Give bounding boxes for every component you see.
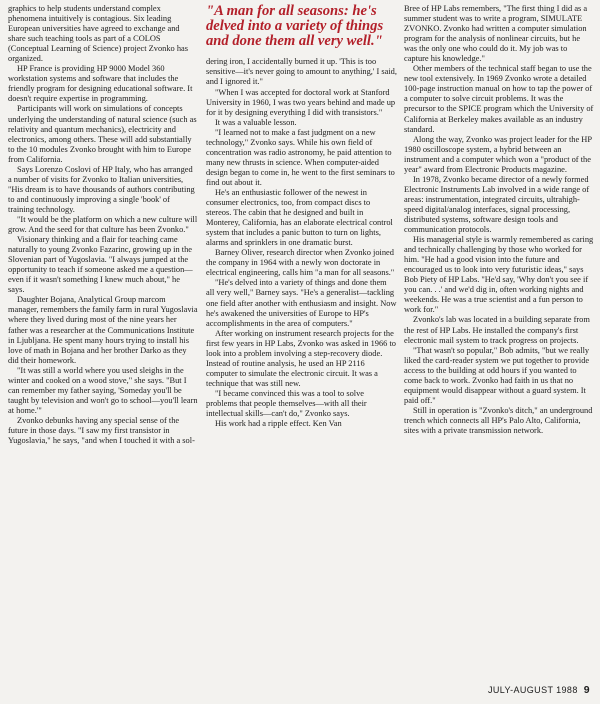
paragraph: "It was still a world where you used sleighs in the winter and cooked on a wood stove," she says. "But I can remember my father saying, 'Someday you'll be taught by television and won't go to school—you'll learn at home.'" [8,365,198,415]
pull-quote: "A man for all seasons: he's delved into a variety of things and done them all very well." [206,4,384,49]
paragraph: "I became convinced this was a tool to solve problems that people themselves—with all their intellectual skills—can't do," Zvonko says. [206,388,367,419]
paragraph: He's an enthusiastic follower of the newest in consumer electronics, too, from compact discs to stereos. The cabin that he designed and built in Monterey, California, has an elaborate electrical control system that includes a panic button to turn on lights, alarms and sprinklers in one dramatic burst. [206,188,393,248]
paragraph: Barney Oliver, research director when Zvonko joined the company in 1964 with a newly won doctorate in electrical engineering, calls him "a man for all seasons." [206,248,395,278]
paragraph: His work had a ripple effect. Ken Van [215,419,342,429]
article-column-left [8,4,198,668]
paragraph: Visionary thinking and a flair for teaching came naturally to young Zvonko Fazarinc, growing up in the Slovenian part of Yugoslavia. "I always jumped at the opportunity to teach if someone asked me a question—even if it wasn't something I knew much about," he says. [8,235,193,295]
paragraph: Daughter Bojana, Analytical Group marcom manager, remembers the family farm in rural Yugoslavia where they lived during most of the nine years her father was a researcher at the Communications Institute in Ljubljana. He spent many hours trying to install his love of math in Bojana and her brother Darko as they did their homework. [8,295,198,365]
paragraph: In 1978, Zvonko became director of a newly formed Electronic Instruments Lab involved in a wide range of areas: instrumentation, integrated circuits, ultrahigh-speed digital/analog interfaces, signal processing, distributed systems, software design tools and communication protocols. [404,174,590,235]
paragraph: After working on instrument research projects for the first few years in HP Labs, Zvonko was asked in 1966 to look into a problem involving a step-recovery diode. Instead of routine analysis, he used an HP 2116 computer to simulate the electronic circuit. It was a technique that was still new. [206,328,396,388]
paragraph: It was a valuable lesson. [215,117,297,127]
paragraph: Participants will work on simulations of concepts underlying the understanding of natural science (such as relativity and quantum mechanics), electricity and electronics, among others. These will add substantially to the 10 modules Zvonko brought with him to Europe from California. [8,104,197,164]
paragraph: Still in operation is "Zvonko's ditch," an underground trench which connects all HP's Palo Alto, California, sites with a private transmission network. [404,405,593,435]
paragraph: dering iron, I accidentally burned it up. 'This is too sensitive—it's never going to amount to anything,' I said, and I ignored it." [206,57,397,87]
article-column-middle [206,4,397,668]
article-column-right [404,4,594,668]
paragraph: Zvonko debunks having any special sense of the future in those days. "I saw my first transistor in Yugoslavia," he says, "and when I touched it with a sol- [8,415,195,446]
issue-date: JULY-AUGUST 1988 [487,685,578,695]
page-footer [488,684,590,696]
paragraph: Along the way, Zvonko was project leader for the HP 1980 oscilloscope system, a hybrid between an instrument and a computer which won a "product of the year" award from Electronic Products magazine. [404,134,592,174]
paragraph: "It would be the platform on which a new culture will grow. And the seed for that culture has been Zvonko." [8,214,198,235]
paragraph: "He's delved into a variety of things and done them all very well," Barney says. "He's a generalist—tackling one field after another with enthusiasm and insight. Now he's awakened the universities of Europe to HP's accomplishments in the area of computers." [206,278,397,328]
paragraph: "I learned not to make a fast judgment on a new technology," Zvonko says. While his own field of concentration was radio astronomy, he paid attention to many new thrusts in science. When computer-aided design began to come in, he went to the first seminars to find out about it. [206,127,395,187]
paragraph: "When I was accepted for doctoral work at Stanford University in 1960, I was two years behind and made up for it by designing everything I did with transistors." [206,87,396,117]
paragraph: HP France is providing HP 9000 Model 360 workstation systems and software that includes the friendly program for designing educational software. It doesn't require expertise in programming. [8,64,193,104]
page-number: 9 [583,684,590,696]
paragraph: Bree of HP Labs remembers, "The first thing I did as a summer student was to write a program, SIMULATE ZVONKO. Zvonko had written a computer simulation program for the analysis of nonlinear circuits, but he was the only one who could do it. My job was to capture his knowledge." [404,4,588,64]
paragraph: Zvonko's lab was located in a building separate from the rest of HP Labs. He installed the company's first electronic mail system to track progress on projects. [404,315,590,345]
paragraph: Says Lorenzo Coslovi of HP Italy, who has arranged a number of visits for Zvonko to Italian universities, "His dream is to have thousands of authors contributing to and continuously improving a single 'book' of training technology. [8,164,195,214]
paragraph: "That wasn't so popular," Bob admits, "but we really liked the card-reader system we put together to provide access to the building at odd hours if you wanted to come back to work. Zvonko had faith in us that no equipment would disappear without a guard system. It paid off." [404,345,590,405]
paragraph: His managerial style is warmly remembered as caring and technically challenging by those who worked for him. "He had a good vision into the future and encouraged us to look into very futuristic ideas," says Bob Piety of HP Labs. "He'd say, 'Why don't you see if you can. . .' and we'd dig in, often working nights and weekends. He was a true scientist and a fun person to work for." [404,235,594,315]
paragraph: Other members of the technical staff began to use the new tool extensively. In 1969 Zvonko wrote a detailed 100-page instruction manual on how to tap the power of a computer to solve circuit problems. It was the precursor to the SPICE program which the University of California at Berkeley makes available as an industry standard. [404,64,594,134]
paragraph: graphics to help students understand complex phenomena intuitively is contagious. Six leading European universities have agreed to exchange and share such teaching tools as part of a COLOS (Conceptual Learning of Science) project Zvonko has organized. [8,4,188,64]
